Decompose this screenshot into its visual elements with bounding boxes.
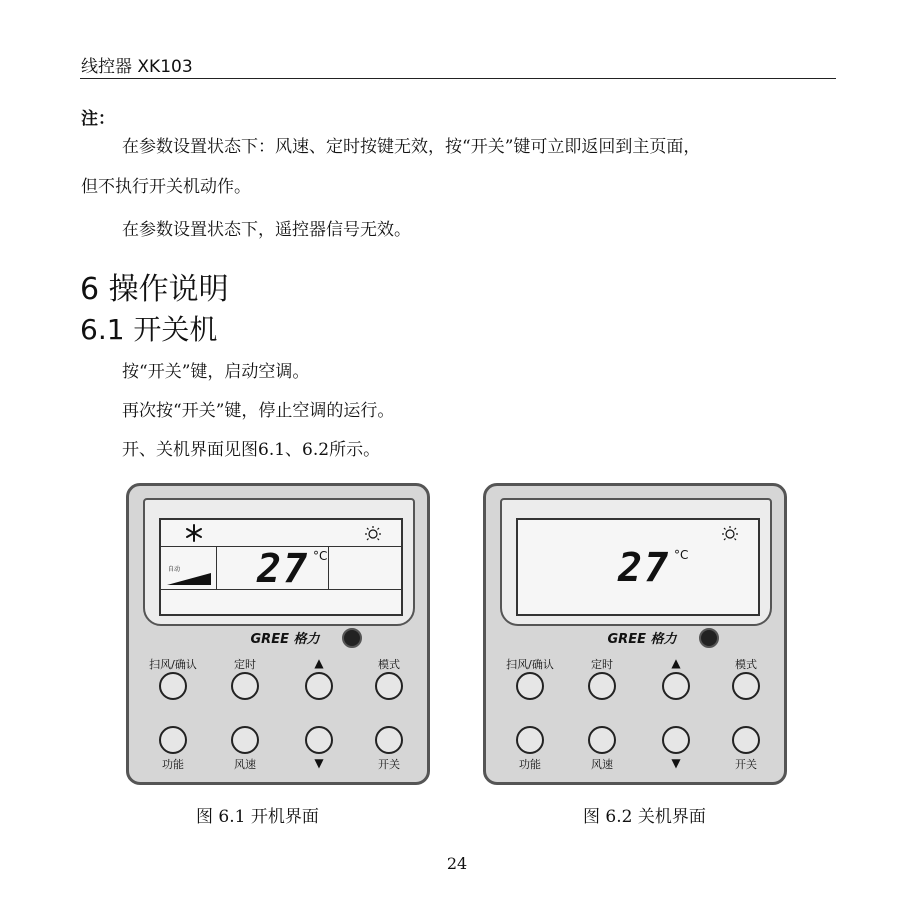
mode-label: 模式 — [378, 658, 400, 671]
header-title: 线控器 XK103 — [81, 57, 193, 77]
swing-confirm-button[interactable] — [159, 672, 187, 700]
fan-speed-button[interactable] — [588, 726, 616, 754]
temperature-value: 27 — [257, 546, 310, 592]
function-button[interactable] — [159, 726, 187, 754]
function-button[interactable] — [516, 726, 544, 754]
note-para2: 在参数设置状态下，遥控器信号无效。 — [122, 220, 411, 240]
function-label: 功能 — [162, 758, 184, 771]
mode-button[interactable] — [732, 672, 760, 700]
timer-button[interactable] — [231, 672, 259, 700]
body-line-2: 再次按“开关”键，停止空调的运行。 — [122, 401, 395, 421]
up-button[interactable] — [662, 672, 690, 700]
timer-label: 定时 — [234, 658, 256, 671]
note-label: 注： — [81, 109, 115, 129]
page-number: 24 — [446, 854, 468, 873]
controller-off — [483, 483, 787, 785]
controller-on — [126, 483, 430, 785]
timer-button[interactable] — [588, 672, 616, 700]
power-button[interactable] — [732, 726, 760, 754]
section-heading: 6 操作说明 — [80, 272, 229, 307]
display-panel — [500, 498, 772, 626]
power-label: 开关 — [735, 758, 757, 771]
fan-speed-button[interactable] — [231, 726, 259, 754]
sensor-knob — [699, 628, 719, 648]
function-label: 功能 — [519, 758, 541, 771]
body-line-1: 按“开关”键，启动空调。 — [122, 362, 310, 382]
fan-mode-label: 自动 — [168, 566, 181, 573]
note-para1-line1: 在参数设置状态下：风速、定时按键无效，按“开关”键可立即返回到主页面， — [122, 137, 701, 157]
up-button[interactable] — [305, 672, 333, 700]
body-line-3: 开、关机界面见图6.1、6.2所示。 — [122, 440, 381, 460]
up-arrow-icon: ▲ — [314, 656, 324, 670]
fan-speed-bars-icon — [167, 573, 211, 585]
figure-caption-on: 图 6.1 开机界面 — [196, 807, 319, 827]
temperature-unit: °C — [313, 549, 328, 563]
sun-icon — [720, 525, 740, 541]
brand-logo: GREE 格力 — [582, 628, 702, 646]
lcd-segment-row — [161, 546, 401, 590]
sun-icon — [363, 525, 383, 541]
figure-caption-off: 图 6.2 关机界面 — [583, 807, 706, 827]
timer-label: 定时 — [591, 658, 613, 671]
lcd-screen — [516, 518, 760, 616]
snowflake-icon — [185, 524, 203, 542]
section-subheading: 6.1 开关机 — [80, 313, 218, 346]
down-arrow-icon: ▼ — [671, 756, 681, 770]
down-arrow-icon: ▼ — [314, 756, 324, 770]
swing-confirm-label: 扫风/确认 — [506, 658, 554, 671]
mode-button[interactable] — [375, 672, 403, 700]
header-rule — [80, 78, 836, 79]
mode-label: 模式 — [735, 658, 757, 671]
power-label: 开关 — [378, 758, 400, 771]
lcd-screen — [159, 518, 403, 616]
swing-confirm-label: 扫风/确认 — [149, 658, 197, 671]
temperature-value: 27 — [618, 545, 671, 591]
note-para1-line2: 但不执行开关机动作。 — [81, 177, 251, 197]
brand-logo: GREE 格力 — [225, 628, 345, 646]
power-button[interactable] — [375, 726, 403, 754]
down-button[interactable] — [305, 726, 333, 754]
fan-speed-label: 风速 — [234, 758, 256, 771]
up-arrow-icon: ▲ — [671, 656, 681, 670]
display-panel — [143, 498, 415, 626]
temperature-unit: °C — [674, 548, 689, 562]
fan-speed-label: 风速 — [591, 758, 613, 771]
swing-confirm-button[interactable] — [516, 672, 544, 700]
sensor-knob — [342, 628, 362, 648]
down-button[interactable] — [662, 726, 690, 754]
